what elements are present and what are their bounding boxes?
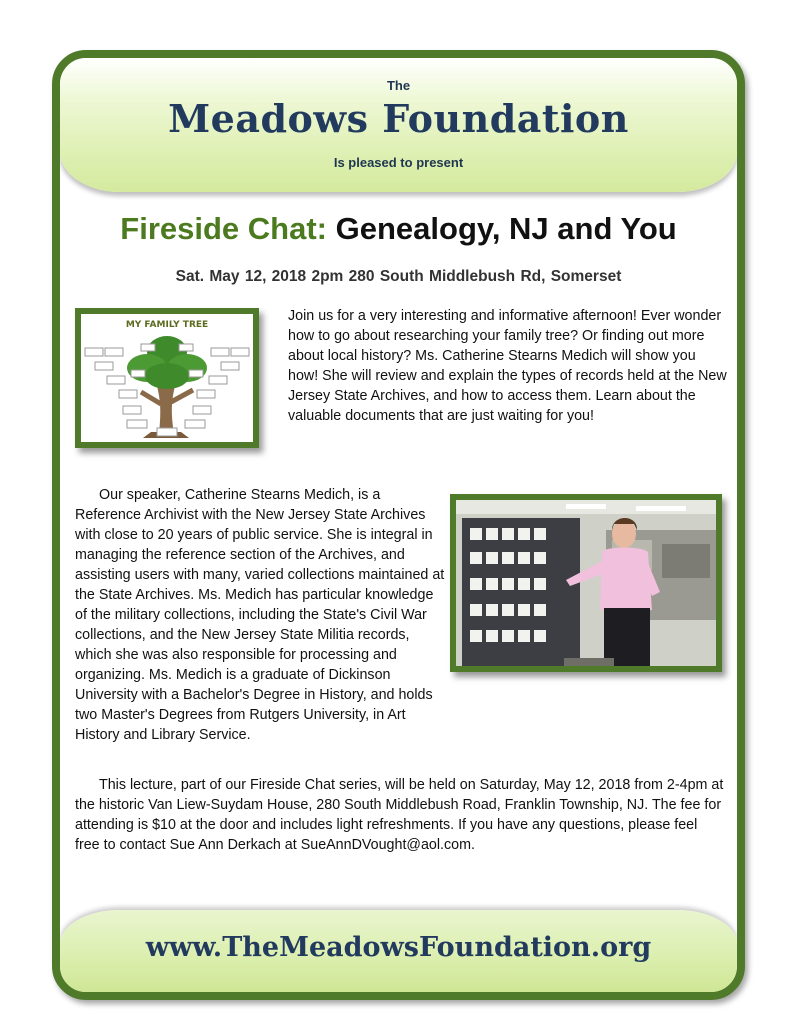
event-details-line: Sat. May 12, 2018 2pm 280 South Middlebush Rd, Somerset bbox=[175, 268, 622, 285]
event-details-paragraph: This lecture, part of our Fireside Chat series, will be held on Saturday, May 12, 2018 from 2-4pm at the historic Van Liew-Suydam House, 280 South Middlebush Road, Franklin Township, NJ. The fee for attending is $10 at the door and includes light refreshments. If you have any questions, please feel free to contact Sue Ann Derkach at SueAnnDVought@aol.com. bbox=[75, 777, 724, 853]
speaker-photo bbox=[450, 494, 722, 672]
event-title-prefix: Fireside Chat: bbox=[120, 211, 327, 246]
header-banner bbox=[60, 58, 737, 192]
organization-title: Meadows Foundation bbox=[168, 96, 629, 141]
event-title-main: Genealogy, NJ and You bbox=[335, 211, 677, 246]
header-subtitle: Is pleased to present bbox=[333, 155, 464, 170]
event-title bbox=[60, 211, 737, 247]
header-pre-title: The bbox=[386, 78, 411, 93]
footer-banner bbox=[60, 910, 737, 992]
family-tree-image bbox=[75, 308, 259, 448]
archivist-photo bbox=[456, 500, 716, 666]
flyer-frame bbox=[52, 50, 745, 1000]
family-tree-label: MY FAMILY TREE bbox=[125, 320, 209, 330]
website-url[interactable]: www.TheMeadowsFoundation.org bbox=[145, 932, 652, 963]
intro-paragraph: Join us for a very interesting and informative afternoon! Ever wonder how to go about researching your family tree? Or finding out more about local history? Ms. Catherine Stearns Medich will show you how! She will review and explain the types of records held at the New Jersey State Archives, and how to access them. Learn about the valuable documents that are just waiting for you! bbox=[288, 308, 727, 424]
speaker-paragraph: Our speaker, Catherine Stearns Medich, is a Reference Archivist with the New Jersey State Archives with close to 20 years of public service. She is integral in managing the reference section of the Archives, and assisting users with many, varied collections maintained at the State Archives. Ms. Medich has particular knowledge of the military collections, including the State's Civil War collections, and the New Jersey State Militia records, which she was also responsible for processing and organizing. Ms. Medich is a graduate of Dickinson University with a Bachelor's Degree in History, and holds two Master's Degrees from Rutgers University, in Art History and Library Service. bbox=[75, 487, 445, 743]
family-tree-icon bbox=[81, 314, 253, 442]
